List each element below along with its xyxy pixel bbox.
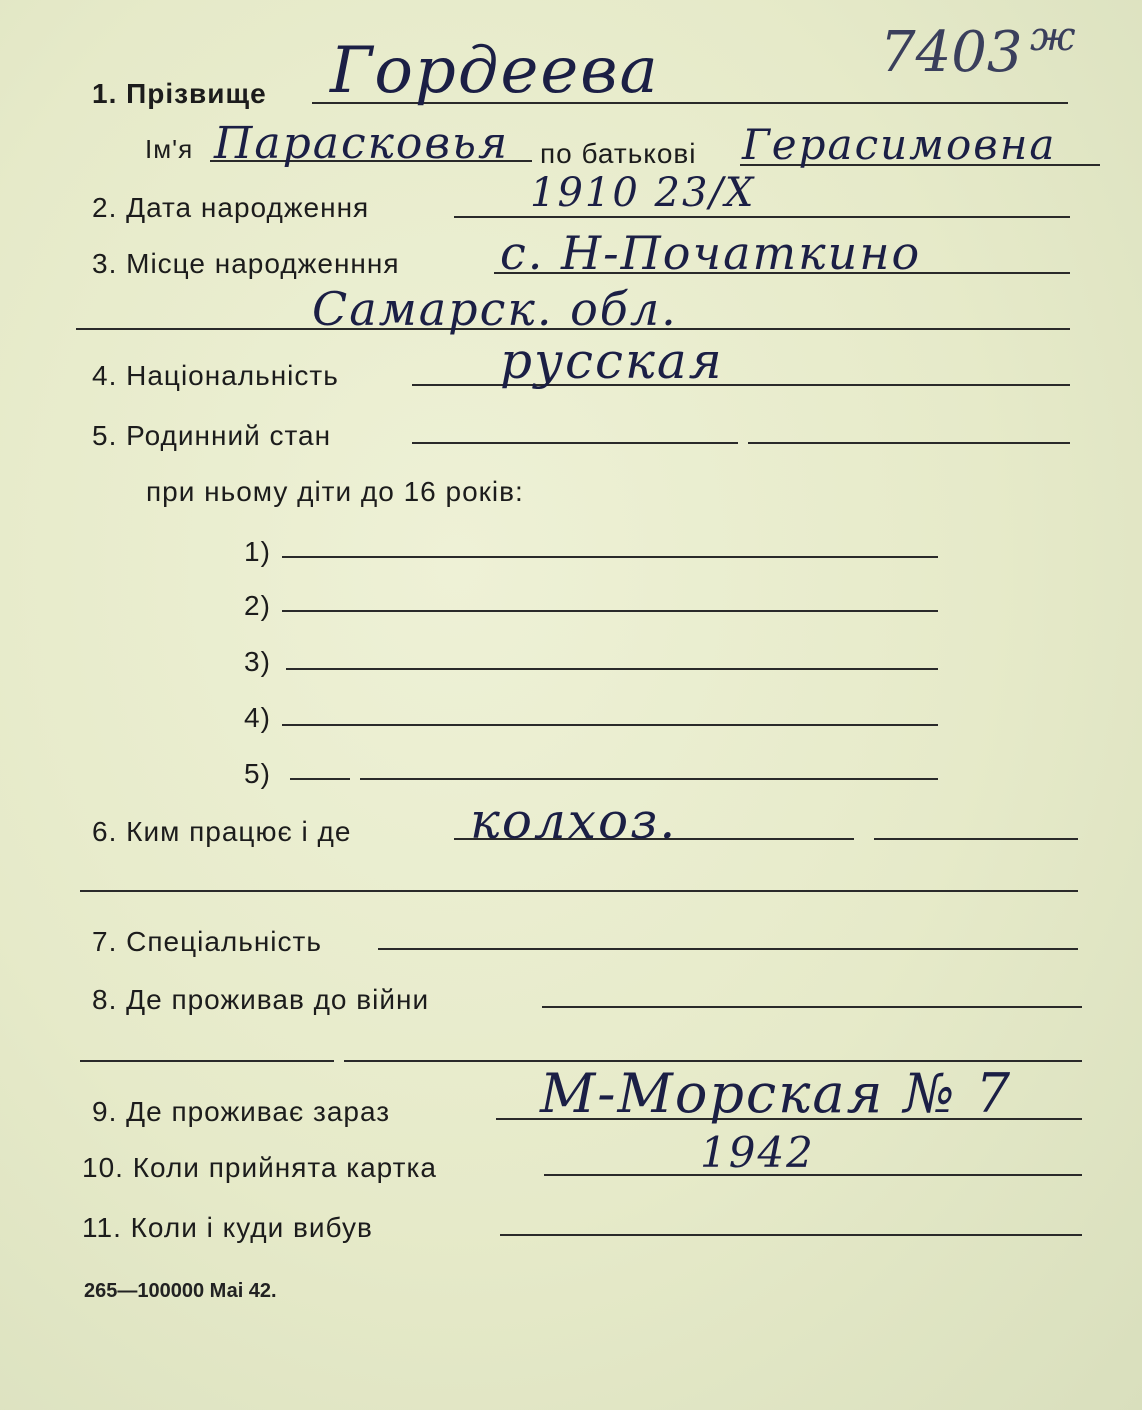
speciality-line: [378, 948, 1078, 950]
child-1-line: [282, 556, 938, 558]
current-residence-value: М-Морская № 7: [540, 1062, 1013, 1125]
archive-number: 7403: [880, 20, 1023, 85]
child-2-label: 2): [244, 590, 271, 621]
print-run-mark: 265—100000 Маі 42.: [84, 1280, 277, 1302]
card-accepted-label: 10. Коли прийнята картка: [82, 1152, 437, 1183]
birth-place-value: с. Н-Початкино: [500, 226, 922, 280]
birth-date-label: 2. Дата народження: [92, 192, 370, 223]
patronymic-label: по батькові: [540, 138, 697, 169]
child-5-line-b: [360, 778, 938, 780]
birth-place-value-2: Самарск. обл.: [312, 282, 678, 336]
prewar-residence-line-2a: [80, 1060, 334, 1062]
marital-status-line-b: [748, 442, 1070, 444]
birth-date-value: 1910 23/X: [530, 170, 756, 216]
surname-value: Гордеева: [330, 34, 660, 108]
marital-status-line-a: [412, 442, 738, 444]
first-name-label: Ім'я: [145, 134, 194, 164]
marital-status-label: 5. Родинний стан: [92, 420, 332, 451]
birth-place-label: 3. Місце народженння: [92, 248, 400, 279]
child-3-line: [286, 668, 938, 670]
occupation-label: 6. Ким працює і де: [92, 816, 352, 847]
children-label: при ньому діти до 16 років:: [146, 476, 524, 507]
prewar-residence-line: [542, 1006, 1082, 1008]
surname-label: 1. Прізвище: [92, 78, 267, 109]
patronymic-value: Герасимовна: [742, 120, 1057, 169]
child-5-label: 5): [244, 758, 271, 789]
speciality-label: 7. Спеціальність: [92, 926, 322, 957]
birth-date-line: [454, 216, 1070, 218]
occupation-line-b: [874, 838, 1078, 840]
child-2-line: [282, 610, 938, 612]
nationality-label: 4. Національність: [92, 360, 339, 391]
current-residence-label: 9. Де проживає зараз: [92, 1096, 391, 1127]
child-4-label: 4): [244, 702, 271, 733]
child-4-line: [282, 724, 938, 726]
occupation-line-2: [80, 890, 1078, 892]
card-accepted-value: 1942: [700, 1128, 815, 1177]
archive-number-suffix: ж: [1030, 14, 1076, 60]
departure-line: [500, 1234, 1082, 1236]
first-name-value: Парасковья: [214, 118, 510, 169]
child-5-line-a: [290, 778, 350, 780]
departure-label: 11. Коли і куди вибув: [82, 1212, 373, 1243]
prewar-residence-label: 8. Де проживав до війни: [92, 984, 430, 1015]
child-1-label: 1): [244, 536, 271, 567]
nationality-value: русская: [500, 332, 724, 390]
child-3-label: 3): [244, 646, 271, 677]
occupation-value: колхоз.: [470, 792, 678, 850]
